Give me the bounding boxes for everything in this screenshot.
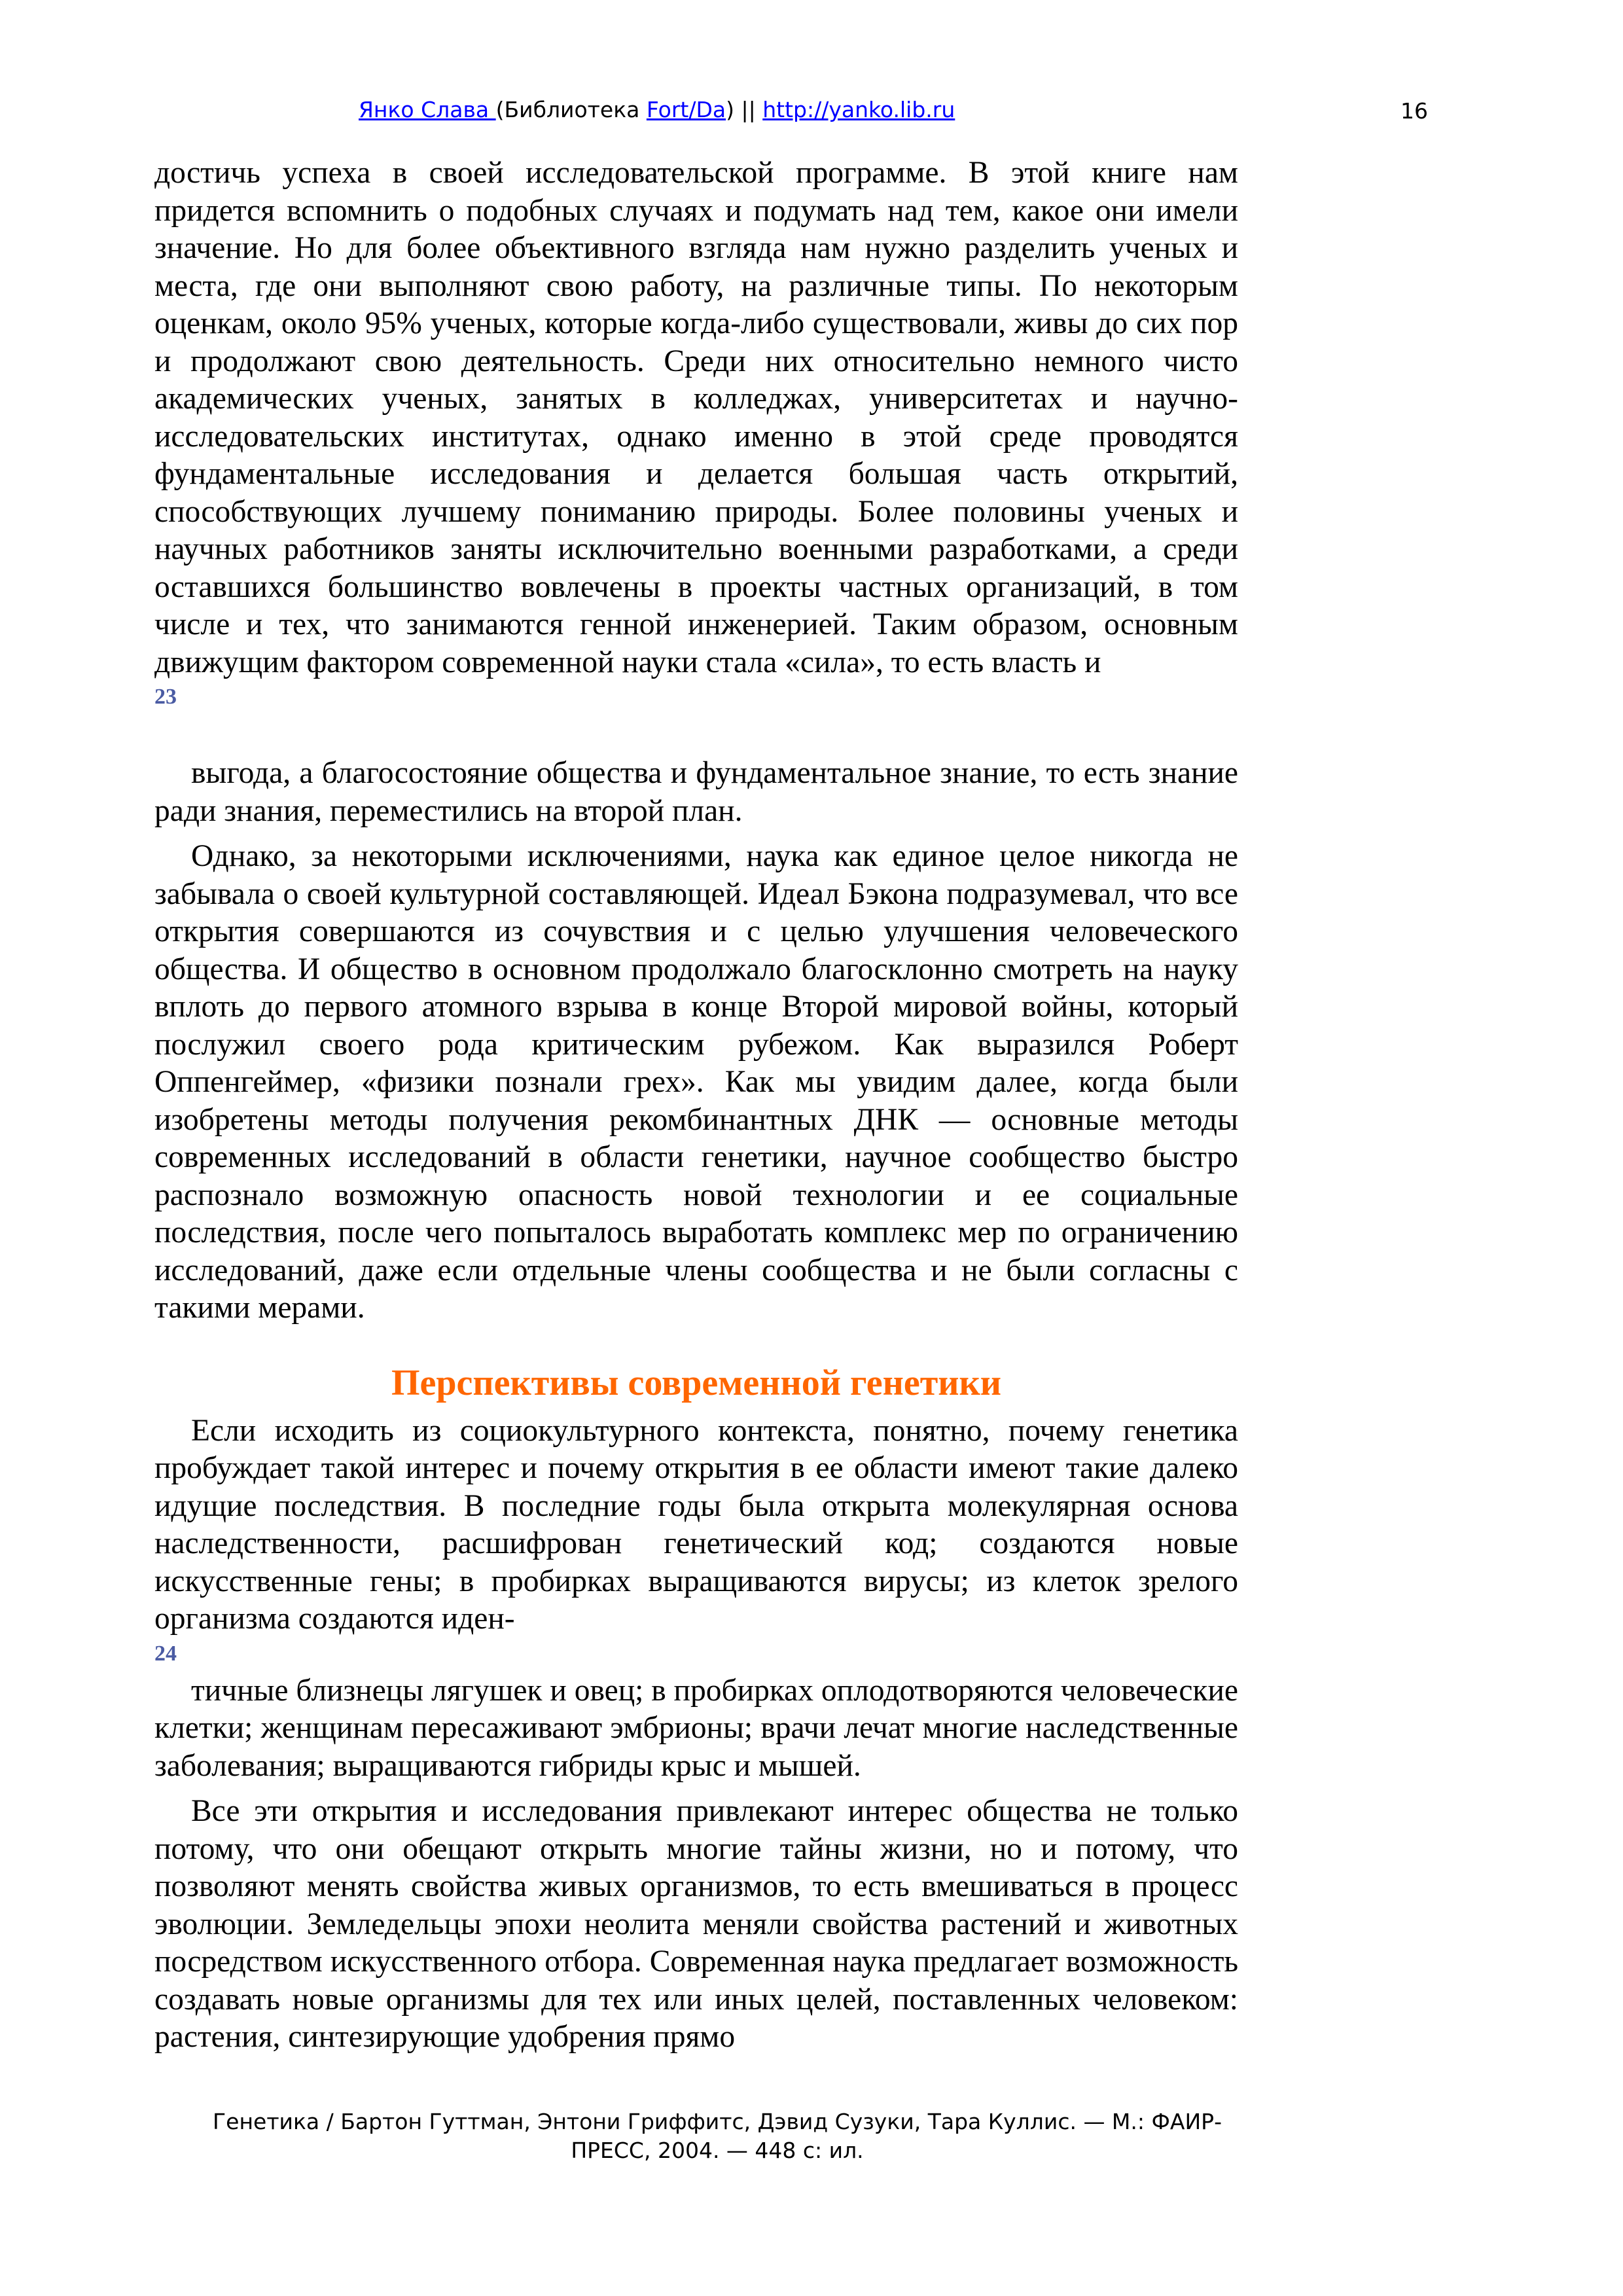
source-page-marker-23: 23: [154, 685, 177, 709]
footer-citation-line-1: Генетика / Бартон Гуттман, Энтони Гриффитс, Дэвид Сузуки, Тара Куллис. — М.: ФАИР-: [213, 2109, 1222, 2134]
library-link[interactable]: Fort/Da: [646, 97, 726, 122]
site-url-link[interactable]: http://yanko.lib.ru: [762, 97, 955, 122]
author-link[interactable]: Янко Слава: [359, 97, 496, 122]
library-prefix: (Библиотека: [495, 97, 647, 122]
section-heading: Перспективы современной генетики: [391, 1362, 1001, 1403]
paragraph-4: Если исходить из социокультурного контекста, понятно, почему генетика пробуждает такой интерес и почему открытия в ее области имеют такие далеко идущие последствия. В последние годы была открыта молекулярная основа наследственности, расшифрован генетический код; создаются новые искусственные гены; в пробирках выращиваются вирусы; из клеток зрелого организма создаются иден-: [154, 1413, 1238, 1636]
paragraph-2: выгода, а благосостояние общества и фундаментальное знание, то есть знание ради знания, переместились на второй план.: [154, 756, 1238, 828]
document-body: [154, 154, 1238, 2056]
page-footer: [154, 2108, 1280, 2165]
paragraph-6: Все эти открытия и исследования привлекают интерес общества не только потому, что они обещают открыть многие тайны жизни, но и потому, что позволяют менять свойства живых организмов, то есть вмешиваться в процесс эволюции. Земледельцы эпохи неолита меняли свойства растений и животных посредством искусственного отбора. Современная наука предлагает возможность создавать новые организмы для тех или иных целей, поставленных человеком: растения, синтезирующие удобрения прямо: [154, 1794, 1238, 2054]
paragraph-5: тичные близнецы лягушек и овец; в пробирках оплодотворяются человеческие клетки; женщинам пересаживают эмбрионы; врачи лечат многие наследственные заболевания; выращиваются гибриды крыс и мышей.: [154, 1673, 1238, 1783]
paragraph-1: достичь успеха в своей исследовательской программе. В этой книге нам придется вспомнить о подобных случаях и подумать над тем, какое они имели значение. Но для более объективного взгляда нам нужно разделить ученых и места, где они выполняют свою работу, на различные типы. По некоторым оценкам, около 95% ученых, которые когда-либо существовали, живы до сих пор и продолжают свою деятельность. Среди них относительно немного чисто академических ученых, занятых в колледжах, университетах и научно-исследовательских институтах, однако именно в этой среде проводятся фундаментальные исследования и делается большая часть открытий, способствующих лучшему пониманию природы. Более половины ученых и научных работников заняты исключительно военными разработками, а среди оставшихся большинство вовлечены в проекты частных организаций, в том числе и тех, что занимаются генной инженерией. Таким образом, основным движущим фактором современной науки стала «сила», то есть власть и: [154, 156, 1238, 679]
source-page-marker-24: 24: [154, 1641, 177, 1666]
footer-citation-line-2: ПРЕСС, 2004. — 448 с: ил.: [571, 2138, 864, 2163]
paragraph-3: Однако, за некоторыми исключениями, наука как единое целое никогда не забывала о своей культурной составляющей. Идеал Бэкона подразумевал, что все открытия совершаются из сочувствия и с целью улучшения человеческого общества. И общество в основном продолжало благосклонно смотреть на науку вплоть до первого атомного взрыва в конце Второй мировой войны, который послужил своего рода критическим рубежом. Как выразился Роберт Оппенгеймер, «физики познали грех». Как мы увидим далее, когда были изобретены методы получения рекомбинантных ДНК — основные методы современных исследований в области генетики, научное сообщество быстро распознало возможную опасность новой технологии и ее социальные последствия, после чего попыталось выработать комплекс мер по ограничению исследований, даже если отдельные члены сообщества и не были согласны с такими мерами.: [154, 839, 1238, 1325]
page-header: [359, 97, 955, 122]
page-number: 16: [1400, 98, 1428, 124]
separator-text: ) ||: [726, 97, 763, 122]
